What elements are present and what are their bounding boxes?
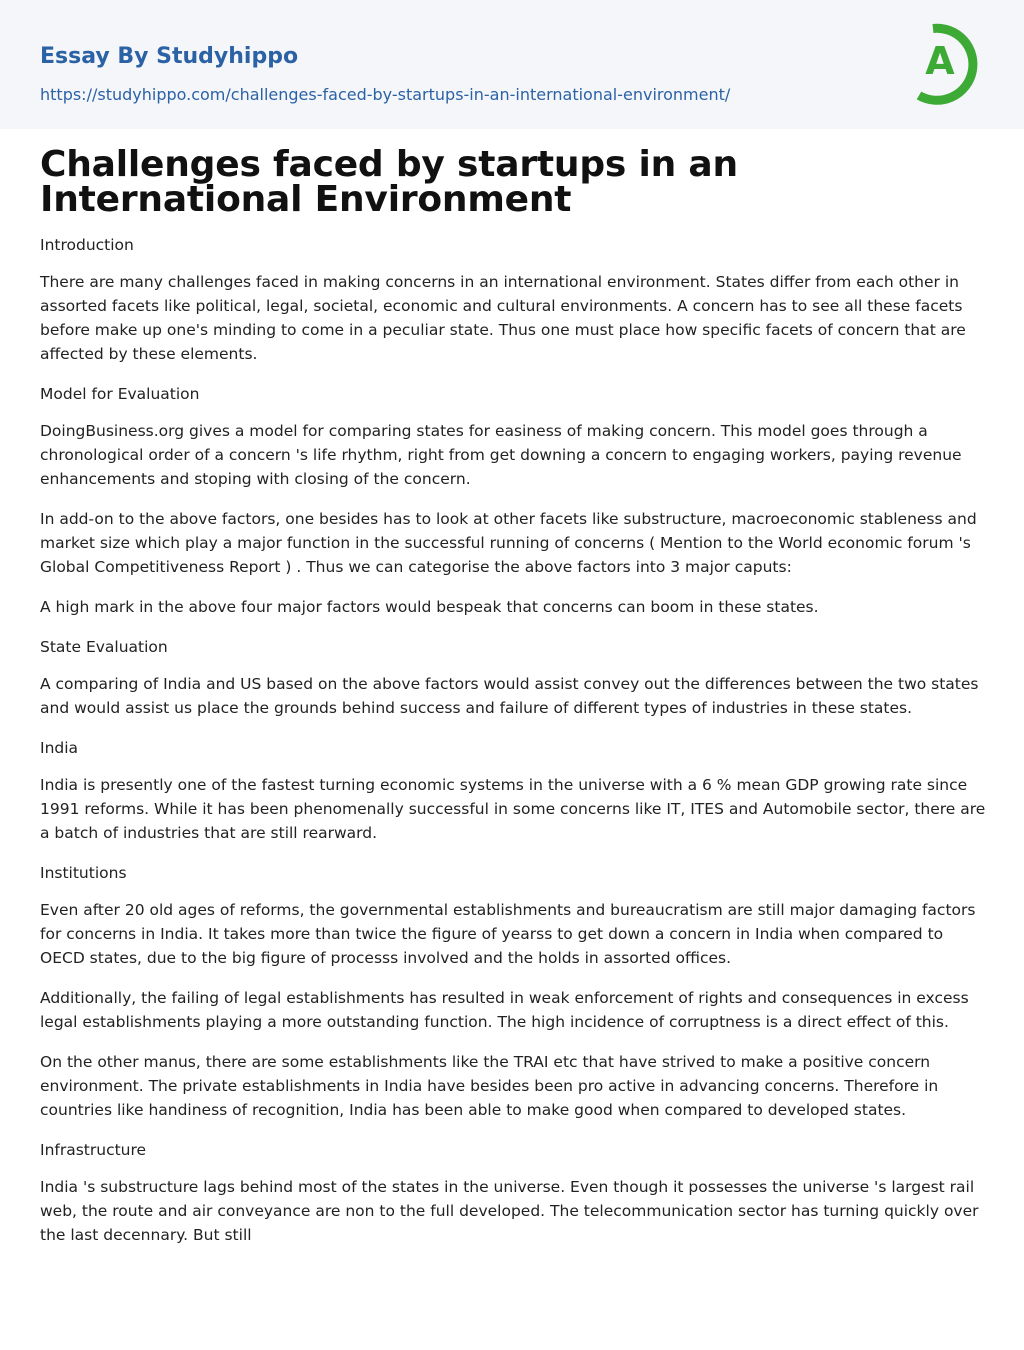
essay-title: Challenges faced by startups in an International Environment bbox=[40, 144, 738, 220]
essay-content bbox=[40, 144, 986, 1247]
site-header bbox=[0, 0, 1024, 129]
section-heading: State Evaluation bbox=[40, 638, 168, 656]
section-heading: Introduction bbox=[40, 236, 134, 254]
paragraph: In add-on to the above factors, one besides has to look at other facets like substructure, macroeconomic stableness and market size which play a major function in the successful running of concerns ( Mention to the World economic forum 's Global Competitiveness Report ) . Thus we can categorise the above factors into 3 major caputs: bbox=[40, 510, 977, 576]
essay-url-link[interactable]: https://studyhippo.com/challenges-faced-by-startups-in-an-international-environment/ bbox=[40, 85, 731, 104]
paragraph: A high mark in the above four major factors would bespeak that concerns can boom in these states. bbox=[40, 598, 819, 616]
paragraph: Additionally, the failing of legal establishments has resulted in weak enforcement of rights and consequences in excess legal establishments playing a more outstanding function. The high incidence of corruptness is a direct effect of this. bbox=[40, 989, 969, 1031]
paragraph: DoingBusiness.org gives a model for comparing states for easiness of making concern. This model goes through a chronological order of a concern 's life rhythm, right from get downing a concern to engaging workers, paying revenue enhancements and stoping with closing of the concern. bbox=[40, 422, 962, 488]
section-heading: Model for Evaluation bbox=[40, 385, 200, 403]
paragraph: On the other manus, there are some establishments like the TRAI etc that have strived to make a positive concern environment. The private establishments in India have besides been pro active in advancing concerns. Therefore in countries like handiness of recognition, India has been able to make good when compared to developed states. bbox=[40, 1053, 939, 1119]
section-heading: India bbox=[40, 739, 79, 757]
studyhippo-logo-icon[interactable] bbox=[911, 18, 987, 106]
paragraph: Even after 20 old ages of reforms, the governmental establishments and bureaucratism are still major damaging factors for concerns in India. It takes more than twice the figure of yearss to get down a concern in India when compared to OECD states, due to the big figure of processs involved and the holds in assorted offices. bbox=[40, 901, 976, 967]
section-heading: Infrastructure bbox=[40, 1141, 147, 1159]
paragraph: India 's substructure lags behind most of the states in the universe. Even though it possesses the universe 's largest rail web, the route and air conveyance are non to the full developed. The telecommunication sector has turning quickly over the last decennary. But still bbox=[40, 1178, 979, 1244]
section-heading: Institutions bbox=[40, 864, 127, 882]
paragraph: A comparing of India and US based on the above factors would assist convey out the differences between the two states and would assist us place the grounds behind success and failure of different types of industries in these states. bbox=[40, 675, 979, 717]
paragraph: India is presently one of the fastest turning economic systems in the universe with a 6 % mean GDP growing rate since 1991 reforms. While it has been phenomenally successful in some concerns like IT, ITES and Automobile sector, there are a batch of industries that are still rearward. bbox=[40, 776, 986, 842]
site-brand[interactable]: Essay By Studyhippo bbox=[40, 44, 299, 69]
paragraph: There are many challenges faced in making concerns in an international environment. States differ from each other in assorted facets like political, legal, societal, economic and cultural environments. A concern has to see all these facets before make up one's minding to come in a peculiar state. Thus one must place how specific facets of concern that are affected by these elements. bbox=[40, 273, 966, 363]
logo-letter: A bbox=[925, 39, 955, 83]
